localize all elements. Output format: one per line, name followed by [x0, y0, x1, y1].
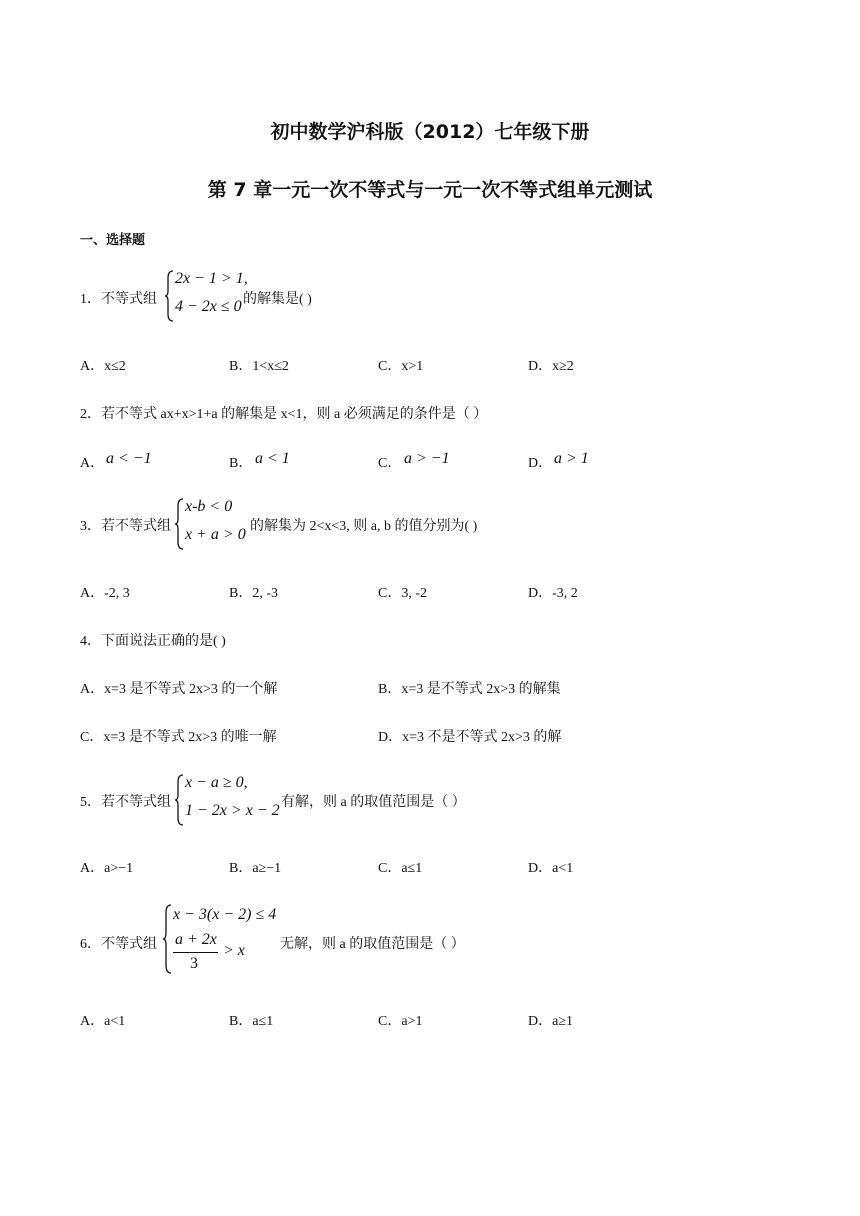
- document-title: 初中数学沪科版（2012）七年级下册: [270, 121, 590, 143]
- q3-number: 3．若不等式组: [80, 519, 171, 534]
- q3-option-b: B．2, -3: [229, 586, 278, 601]
- q4-option-a: A．x=3 是不等式 2x>3 的一个解: [80, 682, 278, 697]
- q1-brace-icon: [164, 270, 174, 322]
- q2-text: 2．若不等式 ax+x>1+a 的解集是 x<1，则 a 必须满足的条件是（ ）: [80, 407, 488, 422]
- q1-inequality-2: 4 − 2x ≤ 0: [175, 298, 242, 315]
- q2-option-d-label: D．: [528, 456, 553, 471]
- q5-brace-icon: [174, 774, 184, 826]
- q2-option-a-label: A．: [80, 456, 105, 471]
- q2-option-c-label: C．: [378, 456, 402, 471]
- q6-fraction-numerator: a + 2x: [175, 931, 217, 948]
- q2-option-d: a > 1: [554, 450, 589, 467]
- q5-option-d: D．a<1: [528, 861, 574, 876]
- q2-option-b-label: B．: [229, 456, 253, 471]
- section-heading: 一、选择题: [80, 233, 146, 248]
- q2-option-b: a < 1: [255, 450, 290, 467]
- q5-option-c: C．a≤1: [378, 861, 423, 876]
- q1-option-d: D．x≥2: [528, 359, 574, 374]
- q6-fraction-bar: [173, 952, 218, 953]
- q3-tail: 的解集为 2<x<3, 则 a, b 的值分别为( ): [250, 519, 478, 534]
- q6-inequality-2-rhs: > x: [223, 942, 245, 959]
- q1-tail: 的解集是( ): [243, 292, 312, 307]
- q3-option-a: A．-2, 3: [80, 586, 130, 601]
- q2-option-a: a < −1: [106, 450, 152, 467]
- document-subtitle: 第 7 章一元一次不等式与一元一次不等式组单元测试: [207, 179, 653, 201]
- q6-fraction-denominator: 3: [190, 955, 198, 972]
- q6-tail: 无解，则 a 的取值范围是（ ）: [280, 937, 465, 952]
- q5-inequality-2: 1 − 2x > x − 2: [185, 802, 280, 819]
- q3-option-d: D．-3, 2: [528, 586, 578, 601]
- q6-option-c: C．a>1: [378, 1014, 423, 1029]
- q5-inequality-1: x − a ≥ 0,: [185, 774, 248, 791]
- q2-option-c: a > −1: [404, 450, 450, 467]
- q4-text: 4．下面说法正确的是( ): [80, 634, 226, 649]
- q3-brace-icon: [174, 498, 184, 550]
- q4-option-d: D．x=3 不是不等式 2x>3 的解: [378, 730, 562, 745]
- q4-option-c: C．x=3 是不等式 2x>3 的唯一解: [80, 730, 277, 745]
- q3-option-c: C．3, -2: [378, 586, 427, 601]
- q1-option-b: B．1<x≤2: [229, 359, 289, 374]
- q3-inequality-1: x-b < 0: [185, 498, 233, 515]
- q6-inequality-1: x − 3(x − 2) ≤ 4: [173, 906, 277, 923]
- q6-option-b: B．a≤1: [229, 1014, 274, 1029]
- q1-number: 1．不等式组: [80, 292, 157, 307]
- q1-inequality-1: 2x − 1 > 1,: [175, 270, 248, 287]
- q4-option-b: B．x=3 是不等式 2x>3 的解集: [378, 682, 561, 697]
- q1-option-c: C．x>1: [378, 359, 424, 374]
- q6-option-a: A．a<1: [80, 1014, 126, 1029]
- q5-tail: 有解，则 a 的取值范围是（ ）: [281, 795, 466, 810]
- q6-option-d: D．a≥1: [528, 1014, 574, 1029]
- q1-option-a: A．x≤2: [80, 359, 126, 374]
- q3-inequality-2: x + a > 0: [185, 526, 246, 543]
- q6-brace-icon: [162, 904, 172, 974]
- q5-number: 5．若不等式组: [80, 795, 171, 810]
- q5-option-b: B．a≥−1: [229, 861, 282, 876]
- q6-number: 6．不等式组: [80, 937, 157, 952]
- q5-option-a: A．a>−1: [80, 861, 134, 876]
